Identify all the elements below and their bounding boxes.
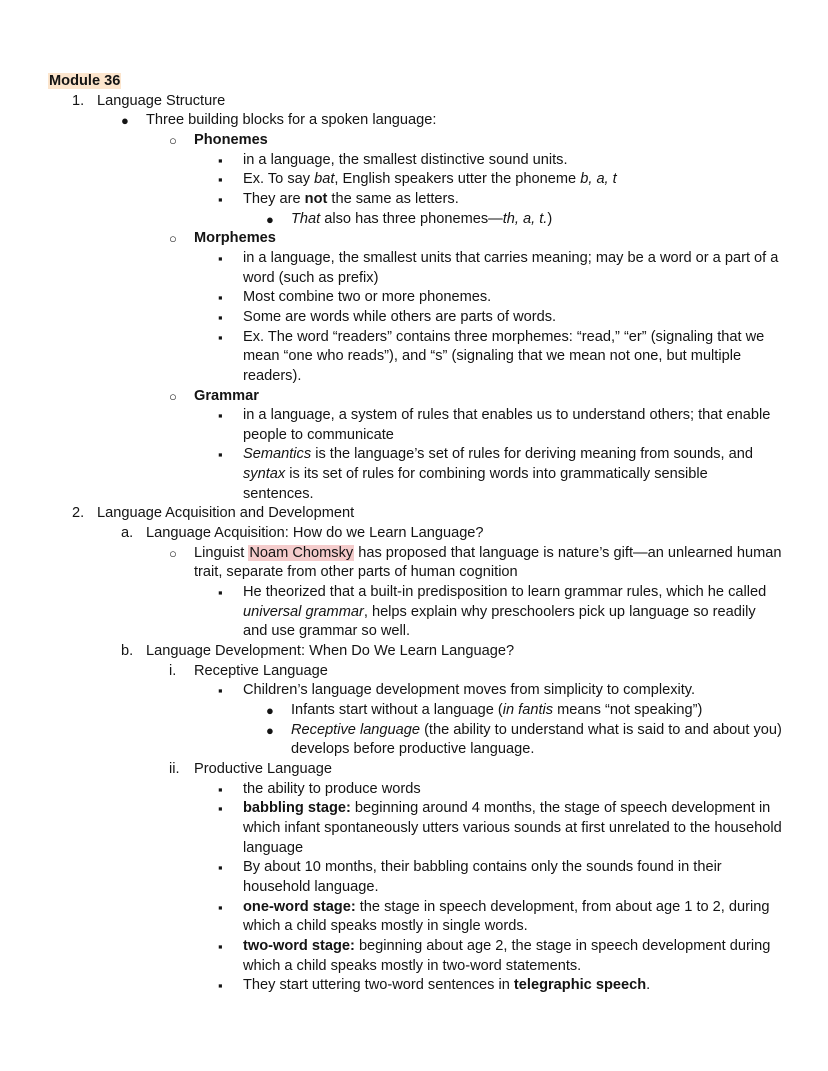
list-item bbox=[169, 131, 828, 151]
text-run: not bbox=[304, 190, 328, 207]
list-item bbox=[121, 524, 828, 544]
list-item bbox=[266, 721, 828, 760]
text-run: They start uttering two-word sentences in bbox=[243, 977, 514, 994]
list-marker: ● bbox=[266, 722, 274, 738]
list-item bbox=[218, 308, 828, 328]
text-run: Language Structure bbox=[97, 92, 226, 109]
text-run: b, a, t bbox=[580, 171, 617, 188]
item-text bbox=[97, 504, 782, 524]
item-text bbox=[291, 701, 782, 721]
text-run: Infants start without a language ( bbox=[291, 702, 503, 718]
list-item bbox=[218, 937, 828, 976]
list-marker: 2. bbox=[72, 505, 85, 522]
list-marker: ○ bbox=[169, 388, 177, 404]
list-marker: ▪ bbox=[218, 152, 223, 168]
text-run: two-word stage: bbox=[243, 937, 355, 954]
list-marker: ▪ bbox=[218, 585, 223, 601]
list-item bbox=[169, 544, 828, 583]
item-text bbox=[146, 111, 782, 131]
item-text bbox=[243, 288, 782, 308]
item-text bbox=[146, 642, 782, 662]
list-item bbox=[169, 387, 828, 407]
item-text bbox=[146, 524, 782, 544]
list-item bbox=[169, 760, 828, 780]
list-marker: ▪ bbox=[218, 781, 223, 797]
item-text bbox=[194, 131, 782, 151]
list-item bbox=[218, 976, 828, 996]
item-text bbox=[291, 721, 782, 760]
list-marker: ○ bbox=[169, 132, 177, 148]
list-marker: b. bbox=[121, 643, 134, 660]
item-text bbox=[243, 937, 782, 976]
item-text bbox=[48, 72, 782, 92]
text-run: th, a, t. bbox=[502, 210, 548, 227]
text-run: By about 10 months, their babbling contains only the sounds found in their household language. bbox=[243, 859, 722, 895]
text-run: ) bbox=[547, 210, 553, 227]
item-text bbox=[243, 799, 782, 858]
text-run: Phonemes bbox=[194, 131, 268, 148]
list-marker: ▪ bbox=[218, 309, 223, 325]
item-text bbox=[194, 760, 782, 780]
item-text bbox=[194, 229, 782, 249]
text-run: (the ability to understand what is said to and about you) develops before productive language. bbox=[291, 721, 782, 758]
text-run: Productive Language bbox=[194, 760, 332, 777]
list-marker: ▪ bbox=[218, 801, 223, 817]
list-item bbox=[218, 799, 828, 858]
list-marker: 1. bbox=[72, 92, 85, 109]
list-marker: ○ bbox=[169, 545, 177, 561]
list-marker: ▪ bbox=[218, 191, 223, 207]
text-run: Semantics bbox=[243, 446, 312, 463]
list-item bbox=[218, 328, 828, 387]
text-run: syntax bbox=[243, 466, 286, 483]
item-text bbox=[243, 976, 782, 996]
text-run: Some are words while others are parts of words. bbox=[243, 308, 557, 325]
list-item bbox=[218, 190, 828, 210]
list-item bbox=[72, 92, 828, 112]
item-text bbox=[243, 583, 782, 642]
text-run: in a language, a system of rules that enables us to understand others; that enable people to communicate bbox=[243, 407, 771, 443]
text-run: , helps explain why preschoolers pick up language so readily and use grammar so well. bbox=[243, 603, 756, 640]
item-text bbox=[291, 210, 782, 230]
item-text bbox=[243, 308, 782, 328]
text-run: the stage in speech development, from about age 1 to 2, during which a child speaks mostly in single words. bbox=[243, 898, 770, 935]
text-run: is its set of rules for combining words into grammatically sensible sentences. bbox=[243, 466, 708, 502]
item-text bbox=[243, 328, 782, 387]
text-run: Receptive language bbox=[291, 721, 421, 738]
item-text bbox=[243, 681, 782, 701]
text-run: Language Acquisition and Development bbox=[97, 505, 355, 522]
item-text bbox=[243, 170, 782, 190]
list-item bbox=[218, 898, 828, 937]
list-marker: ▪ bbox=[218, 978, 223, 994]
list-item bbox=[218, 249, 828, 288]
list-item bbox=[218, 681, 828, 701]
module-heading bbox=[48, 72, 828, 92]
list-item bbox=[218, 151, 828, 171]
list-marker: ▪ bbox=[218, 447, 223, 463]
item-text bbox=[194, 662, 782, 682]
highlighted-text: Noam Chomsky bbox=[249, 544, 354, 561]
text-run: Children’s language development moves from simplicity to complexity. bbox=[243, 682, 696, 699]
list-marker: ii. bbox=[169, 760, 180, 777]
text-run: is the language’s set of rules for deriving meaning from sounds, and bbox=[311, 446, 753, 463]
list-item bbox=[72, 504, 828, 524]
list-item bbox=[218, 170, 828, 190]
list-marker: ▪ bbox=[218, 172, 223, 188]
list-item bbox=[218, 858, 828, 897]
text-run: also has three phonemes— bbox=[320, 210, 503, 227]
text-run: Ex. To say bbox=[243, 171, 315, 188]
text-run: Grammar bbox=[194, 387, 259, 404]
text-run: beginning about age 2, the stage in speech development during which a child speaks mostly in two-word statements. bbox=[243, 937, 771, 974]
text-run: the ability to produce words bbox=[243, 780, 421, 797]
text-run: in a language, the smallest distinctive sound units. bbox=[243, 151, 568, 168]
list-marker: ▪ bbox=[218, 938, 223, 954]
text-run: Ex. The word “readers” contains three morphemes: “read,” “er” (signaling that we mean “one who reads”), and “s” (signaling that we mean not one, but multiple readers). bbox=[243, 328, 765, 384]
text-run: Language Development: When Do We Learn Language? bbox=[146, 643, 515, 660]
list-item bbox=[218, 406, 828, 445]
highlighted-text: Module 36 bbox=[49, 73, 121, 89]
list-marker: ● bbox=[121, 113, 129, 129]
list-marker: ▪ bbox=[218, 250, 223, 266]
text-run: . bbox=[646, 977, 651, 994]
text-run: Most combine two or more phonemes. bbox=[243, 289, 492, 306]
item-text bbox=[243, 898, 782, 937]
text-run: universal grammar bbox=[243, 603, 364, 620]
item-text bbox=[97, 92, 782, 112]
text-run: They are bbox=[243, 190, 305, 207]
text-run: beginning around 4 months, the stage of speech development in which infant spontaneously utters various sounds at first unrelated to the household language bbox=[243, 800, 782, 856]
item-text bbox=[243, 151, 782, 171]
item-text bbox=[243, 249, 782, 288]
list-marker: ● bbox=[266, 211, 274, 227]
item-text bbox=[243, 445, 782, 504]
list-marker: ● bbox=[266, 703, 274, 718]
item-text bbox=[243, 190, 782, 210]
text-run: Linguist bbox=[194, 544, 249, 561]
text-run: has proposed that language is nature’s gift—an unlearned human trait, separate from other parts of human cognition bbox=[194, 544, 782, 581]
text-run: Morphemes bbox=[194, 230, 276, 247]
list-item bbox=[266, 210, 828, 230]
list-item bbox=[266, 701, 828, 721]
list-item bbox=[121, 642, 828, 662]
item-text bbox=[243, 858, 782, 897]
text-run: babbling stage: bbox=[243, 800, 351, 817]
list-item bbox=[169, 662, 828, 682]
list-item bbox=[121, 111, 828, 131]
text-run: , English speakers utter the phoneme bbox=[334, 171, 581, 188]
item-text bbox=[243, 406, 782, 445]
item-text bbox=[194, 544, 782, 583]
list-item bbox=[218, 780, 828, 800]
text-run: Language Acquisition: How do we Learn Language? bbox=[146, 525, 484, 542]
text-run: Three building blocks for a spoken language: bbox=[146, 112, 437, 129]
list-marker: ▪ bbox=[218, 683, 223, 699]
text-run: the same as letters. bbox=[327, 190, 459, 207]
text-run: Receptive Language bbox=[194, 662, 328, 679]
list-marker: ▪ bbox=[218, 899, 223, 915]
list-item bbox=[169, 229, 828, 249]
list-item bbox=[218, 445, 828, 504]
text-run: in fantis bbox=[502, 702, 554, 718]
text-run: in a language, the smallest units that carries meaning; may be a word or a part of a word (such as prefix) bbox=[243, 249, 779, 286]
list-item bbox=[218, 583, 828, 642]
text-run: He theorized that a built-in predisposition to learn grammar rules, which he called bbox=[243, 584, 767, 601]
list-marker: a. bbox=[121, 525, 134, 542]
list-marker: ▪ bbox=[218, 329, 223, 345]
item-text bbox=[194, 387, 782, 407]
item-text bbox=[243, 780, 782, 800]
text-run: telegraphic speech bbox=[513, 977, 647, 994]
text-run: That bbox=[291, 210, 321, 227]
list-marker: ○ bbox=[169, 231, 177, 247]
list-marker: ▪ bbox=[218, 408, 223, 424]
list-marker: ▪ bbox=[218, 860, 223, 876]
list-marker: i. bbox=[169, 662, 177, 679]
text-run: means “not speaking”) bbox=[553, 702, 703, 718]
text-run: one-word stage: bbox=[243, 898, 356, 915]
list-marker: ▪ bbox=[218, 290, 223, 306]
list-item bbox=[218, 288, 828, 308]
text-run: bat bbox=[314, 171, 335, 188]
